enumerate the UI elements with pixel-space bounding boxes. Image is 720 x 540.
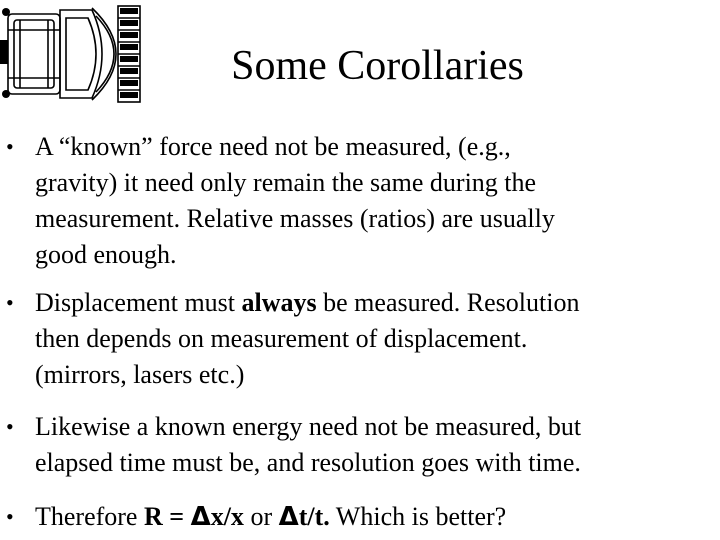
bullet-3-line-2: elapsed time must be, and resolution goes with time. — [35, 448, 581, 477]
bullet-4-text-post: Which is better? — [329, 502, 507, 531]
delta-symbol: Δ — [190, 502, 211, 532]
bullet-2-line-2: then depends on measurement of displacement. — [35, 324, 528, 353]
bullet-2-text-pre: Displacement must — [35, 288, 242, 317]
bullet-1-line-4: good enough. — [35, 240, 177, 269]
bullet-3-line-1: Likewise a known energy need not be measured, but — [35, 412, 582, 441]
bullet-1-line-3: measurement. Relative masses (ratios) are usually — [35, 204, 555, 233]
slide-title: Some Corollaries — [231, 43, 524, 89]
bullet-4-line-1 — [35, 500, 506, 534]
bullet-marker: • — [6, 504, 14, 529]
bullet-2-line-1 — [35, 286, 579, 320]
bullet-2-line-3: (mirrors, lasers etc.) — [35, 360, 245, 389]
formula-dt: t/t. — [298, 502, 330, 531]
delta-symbol: Δ — [278, 502, 299, 532]
bullet-4-text-pre: Therefore — [35, 502, 144, 531]
formula-dx: x/x — [210, 502, 244, 531]
bullet-2-text-bold: always — [241, 288, 317, 317]
bullet-marker: • — [6, 134, 14, 159]
bullet-1-line-2: gravity) it need only remain the same during the — [35, 168, 537, 197]
bullet-2-text-post: be measured. Resolution — [316, 288, 580, 317]
bullet-1-line-1: A “known” force need not be measured, (e.g., — [35, 132, 511, 161]
formula-or: or — [243, 502, 279, 531]
bullet-marker: • — [6, 290, 14, 315]
resolution-formula-r: R = — [143, 502, 191, 531]
bullet-marker: • — [6, 414, 14, 439]
